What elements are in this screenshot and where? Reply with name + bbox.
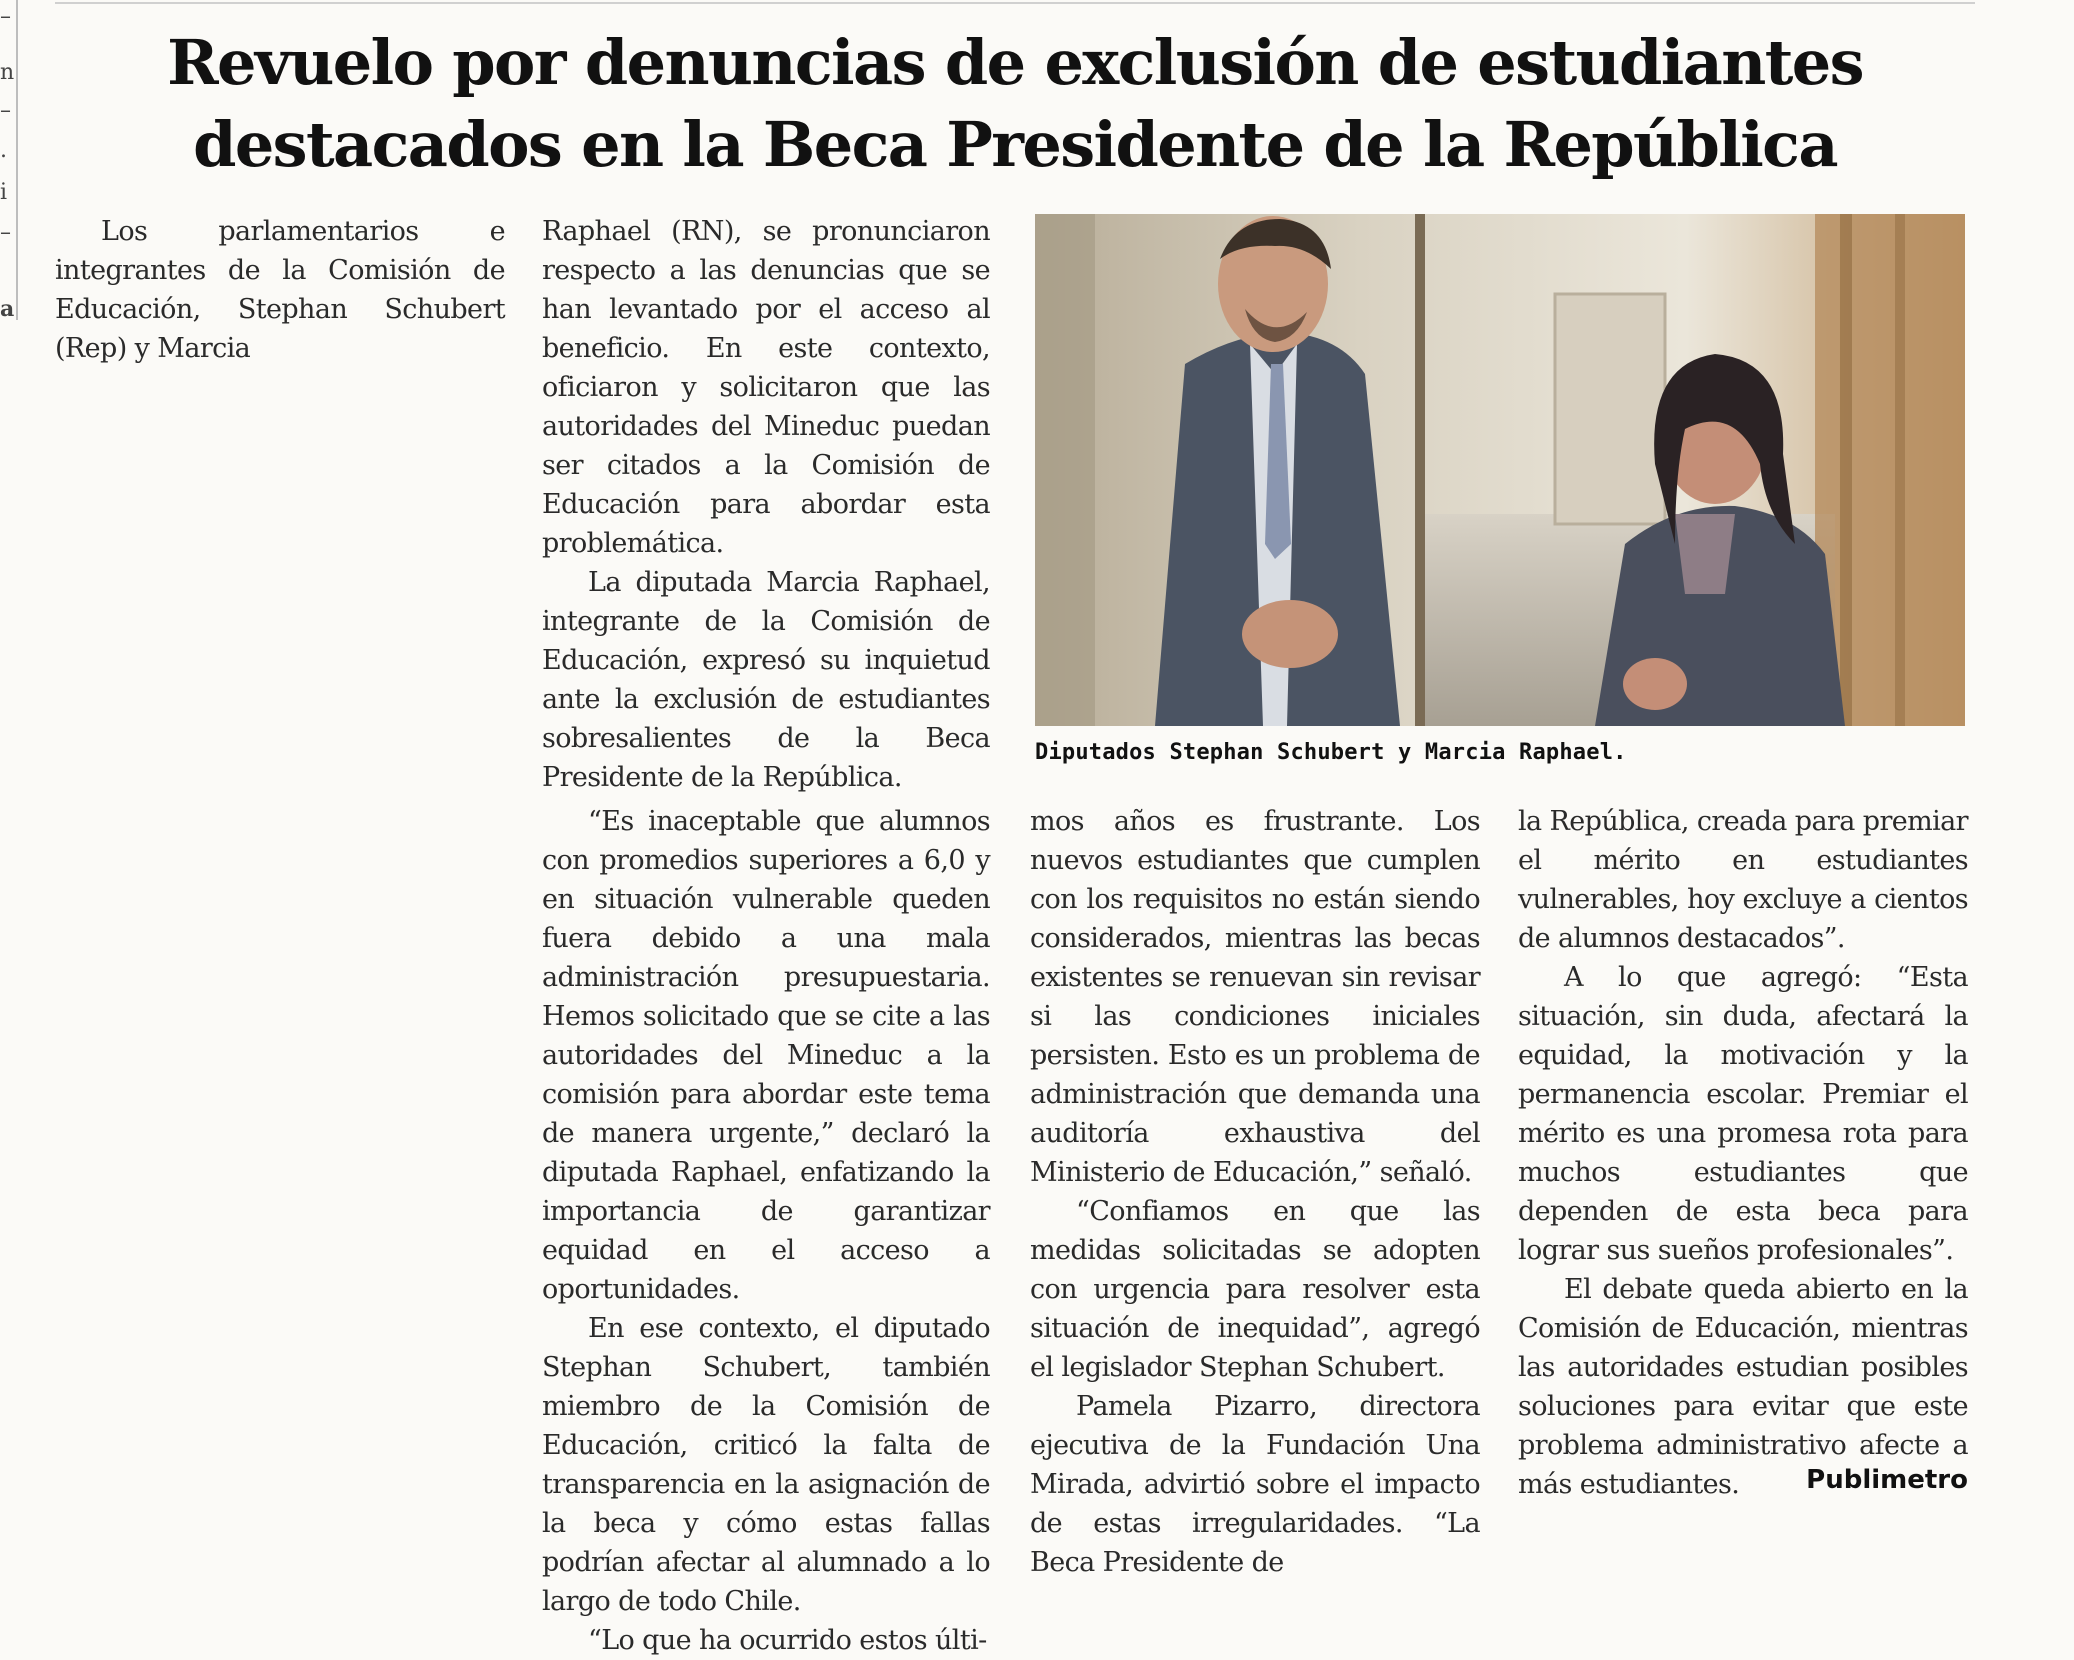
photo-caption: Diputados Stephan Schubert y Marcia Raphael.: [1035, 740, 1627, 765]
body-column-3: [1030, 802, 1480, 1582]
edge-fragment: –: [0, 4, 11, 29]
paragraph: “Lo que ha ocurrido estos últi-: [588, 1625, 987, 1656]
paragraph: La diputada Marcia Raphael, integrante de la Comisión de Educación, expresó su inquietud ante la exclusión de estudiantes sobresalientes de la Beca Presidente de la República.: [542, 567, 990, 793]
paragraph: Pamela Pizarro, directora ejecutiva de la Fundación Una Mirada, advirtió sobre el impacto de estas irregularidades. “La Beca Presidente de: [1030, 1391, 1480, 1578]
headline-line-2: destacados en la Beca Presidente de la República: [193, 108, 1837, 181]
paragraph: Raphael (RN), se pronunciaron respecto a las denuncias que se han levantado por el acceso al beneficio. En este contexto, oficiaron y solicitaron que las autoridades del Mineduc puedan ser citados a la Comisión de Educación para abordar esta problemática.: [542, 216, 990, 559]
edge-fragment: a: [0, 296, 15, 322]
edge-fragment: –: [0, 98, 11, 123]
paragraph: Los parlamentarios e integrantes de la Comisión de Educación, Stephan Schubert (Rep) y Marcia: [55, 216, 505, 364]
edge-fragment: .: [0, 138, 7, 163]
edge-fragment: –: [0, 220, 11, 245]
body-column-1: [55, 212, 505, 368]
edge-fragment: n: [0, 60, 15, 85]
paragraph: El debate queda abierto en la Comisión de Educación, mientras las autoridades estudian posibles soluciones para evitar que este problema administrativo afecte a más estudiantes.: [1518, 1274, 1968, 1500]
headline-line-1: Revuelo por denuncias de exclusión de estudiantes: [167, 26, 1863, 99]
headline: [40, 22, 1990, 186]
source-credit: Publimetro: [1806, 1465, 1968, 1495]
paragraph: mos años es frustrante. Los nuevos estudiantes que cumplen con los requisitos no están siendo considerados, mientras las becas existentes se renuevan sin revisar si las condiciones iniciales persisten. Esto es un problema de administración que demanda una auditoría exhaustiva del Ministerio de Educación,” señaló.: [1030, 806, 1480, 1188]
paragraph: la República, creada para premiar el mérito en estudiantes vulnerables, hoy excluye a cientos de alumnos destacados”.: [1518, 806, 1968, 954]
top-rule: [55, 2, 1975, 4]
paragraph: En ese contexto, el diputado Stephan Schubert, también miembro de la Comisión de Educación, criticó la falta de transparencia en la asignación de la beca y cómo estas fallas podrían afectar al alumnado a lo largo de todo Chile.: [542, 1313, 990, 1617]
adjacent-article-edge: [0, 0, 18, 320]
body-column-4: [1518, 802, 1968, 1504]
edge-fragment: i: [0, 180, 8, 205]
photo-illustration: [1035, 214, 1965, 726]
body-column-2: [542, 802, 990, 1660]
paragraph: “Confiamos en que las medidas solicitadas se adopten con urgencia para resolver esta situación de inequidad”, agregó el legislador Stephan Schubert.: [1030, 1196, 1480, 1383]
paragraph: “Es inaceptable que alumnos con promedios superiores a 6,0 y en situación vulnerable queden fuera debido a una mala administración presupuestaria. Hemos solicitado que se cite a las autoridades del Mineduc a la comisión para abordar este tema de manera urgente,” declaró la diputada Raphael, enfatizando la importancia de garantizar equidad en el acceso a oportunidades.: [542, 806, 990, 1305]
article-photo: [1035, 214, 1965, 726]
body-column-2-top: [542, 212, 990, 797]
paragraph: A lo que agregó: “Esta situación, sin duda, afectará la equidad, la motivación y la permanencia escolar. Premiar el mérito es una promesa rota para muchos estudiantes que dependen de esta beca para lograr sus sueños profesionales”.: [1518, 962, 1968, 1266]
